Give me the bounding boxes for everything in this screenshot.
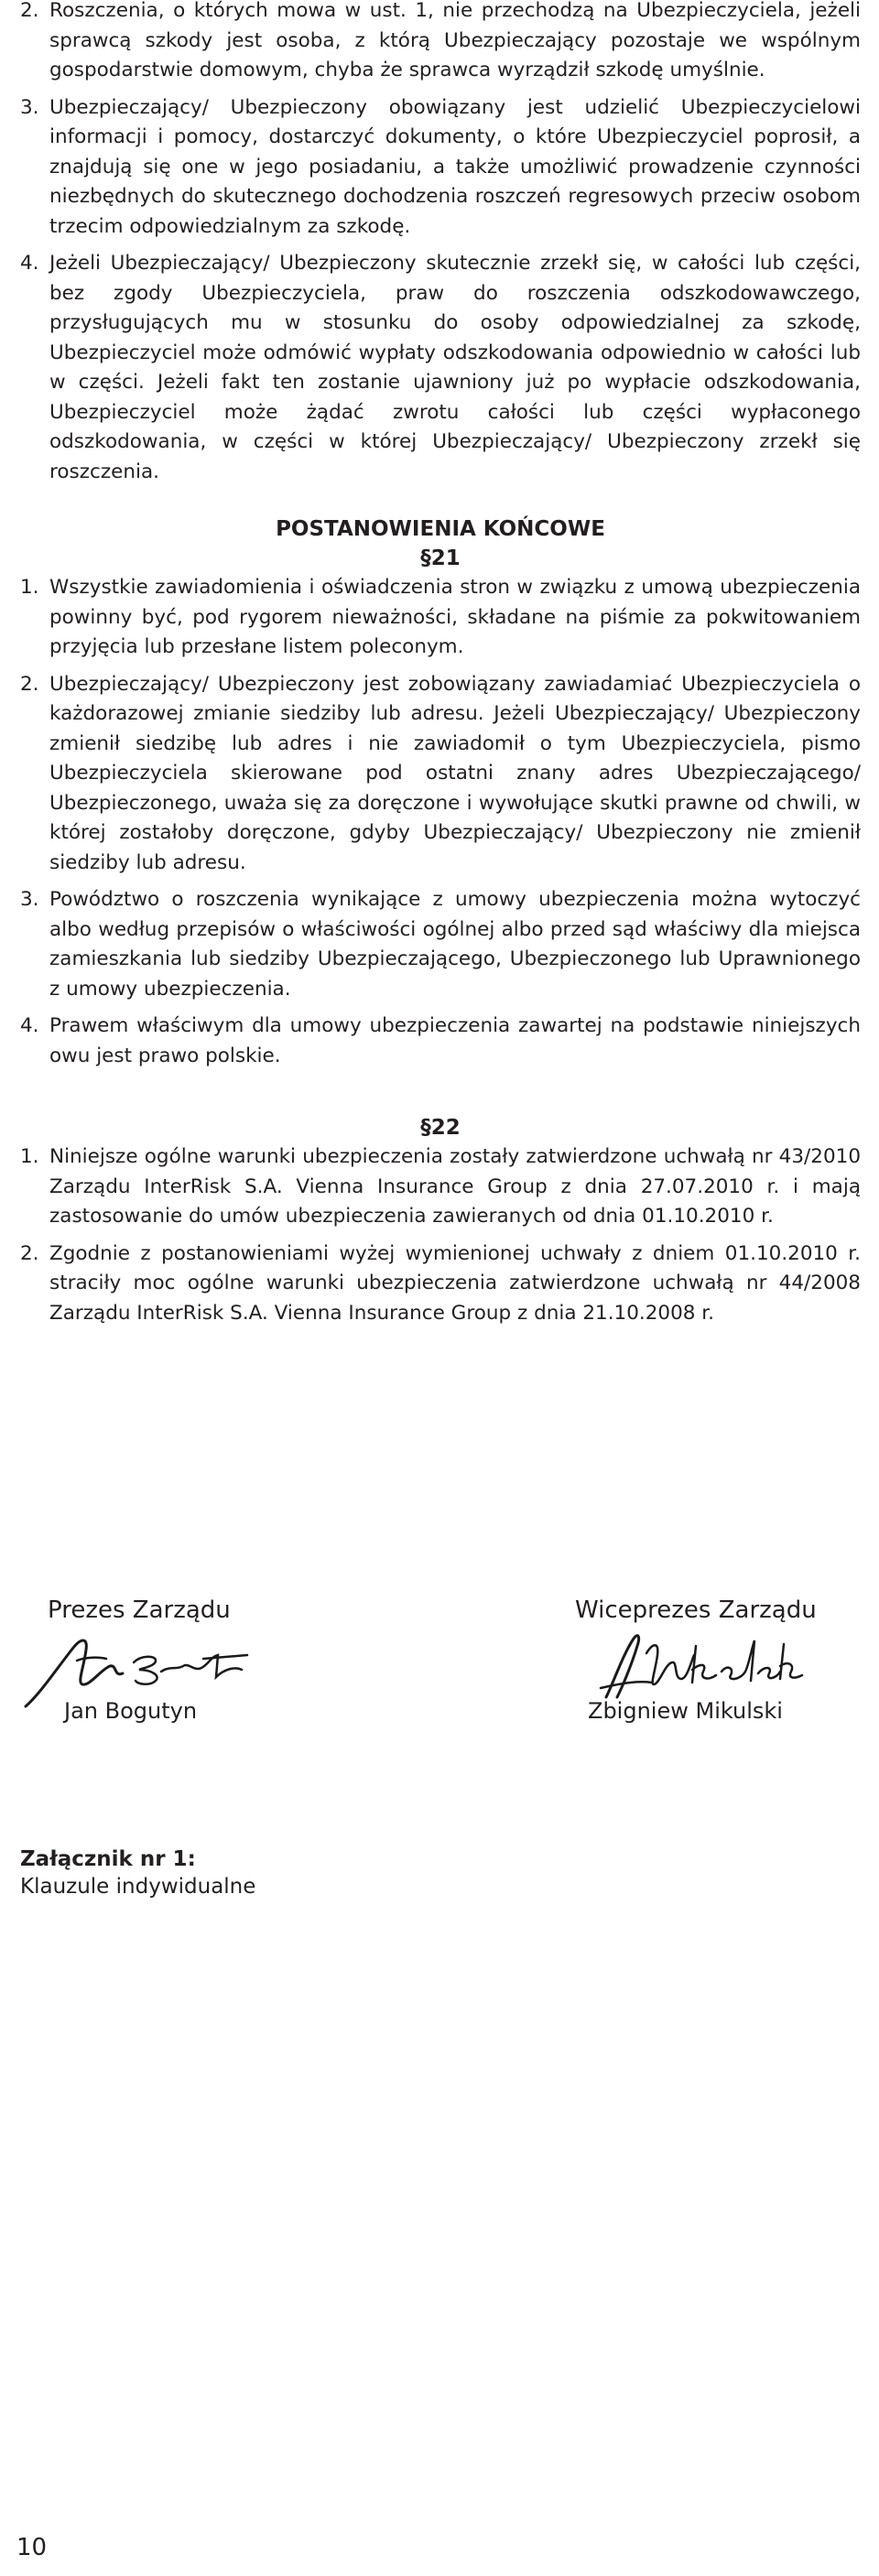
- list-item: [20, 670, 861, 879]
- list-item: [20, 1142, 861, 1232]
- item-text: Ubezpieczający/ Ubezpieczony obowiązany jest udzielić Ubezpieczycielowi informacji i pomocy, dostarczyć dokumenty, o które Ubezpieczyciel poprosił, a znajdują się one w jego posiadaniu, a także umożliwić prowadzenie czynności niezbędnych do skutecznego dochodzenia roszczeń regresowych przeciw osobom trzecim odpowiedzialnym za szkodę.: [49, 95, 861, 238]
- list-item: [20, 249, 861, 487]
- item-number: 4.: [20, 1014, 39, 1037]
- item-number: 2.: [20, 672, 39, 696]
- item-text: Powództwo o roszczenia wynikające z umowy ubezpieczenia można wytoczyć albo według przepisów o właściwości ogólnej albo przed sąd właściwy dla miejsca zamieszkania lub siedziby Ubezpieczającego, Ubezpieczonego lub Uprawnionego z umowy ubezpieczenia.: [49, 888, 861, 1001]
- list-item: [20, 0, 861, 86]
- item-text: Wszystkie zawiadomienia i oświadczenia stron w związku z umową ubezpieczenia powinny być, pod rygorem nieważności, składane na piśmie za pokwitowaniem przyjęcia lub przesłane listem poleconym.: [49, 576, 861, 658]
- signatures-block: [0, 1595, 879, 1778]
- list-item: [20, 93, 861, 243]
- item-text: Prawem właściwym dla umowy ubezpieczenia zawartej na podstawie niniejszych owu jest prawo polskie.: [49, 1014, 861, 1067]
- list-item: [20, 885, 861, 1004]
- section-heading: POSTANOWIENIA KOŃCOWE: [276, 517, 605, 541]
- item-number: 1.: [20, 1145, 39, 1168]
- item-number: 1.: [20, 576, 39, 599]
- section-number-21: §21: [420, 547, 461, 570]
- section-number-22: §22: [420, 1116, 461, 1140]
- signature-right: [575, 1595, 817, 1724]
- list-item: [20, 573, 861, 663]
- list-item: [20, 1239, 861, 1329]
- annex-subtitle: Klauzule indywidualne: [20, 1875, 256, 1899]
- item-number: 3.: [20, 888, 39, 911]
- item-text: Zgodnie z postanowieniami wyżej wymienionej uchwały z dniem 01.10.2010 r. straciły moc ogólne warunki ubezpieczenia zatwierdzone uchwałą nr 44/2008 Zarządu InterRisk S.A. Vienna Insurance Group z dnia 21.10.2008 r.: [49, 1241, 861, 1325]
- signature-left: [48, 1595, 231, 1724]
- annex-title: Załącznik nr 1:: [20, 1847, 196, 1871]
- signer-title-left: Prezes Zarządu: [48, 1596, 231, 1624]
- page-content: [20, 0, 861, 1328]
- signer-name-right: Zbigniew Mikulski: [588, 1698, 783, 1724]
- item-text: Niniejsze ogólne warunki ubezpieczenia zostały zatwierdzone uchwałą nr 43/2010 Zarządu InterRisk S.A. Vienna Insurance Group z dnia 27.07.2010 r. i mają zastosowanie do umów ubezpieczenia zawieranych od dnia 01.10.2010 r.: [49, 1145, 861, 1228]
- item-text: Ubezpieczający/ Ubezpieczony jest zobowiązany zawiadamiać Ubezpieczyciela o każdorazowej zmianie siedziby lub adresu. Jeżeli Ubezpieczający/ Ubezpieczony zmienił siedzibę lub adres i nie zawiadomił o tym Ubezpieczyciela, pismo Ubezpieczyciela skierowane pod ostatni znany adres Ubezpieczającego/ Ubezpieczonego, uważa się za doręczone i wywołujące skutki prawne od chwili, w której zostałoby doręczone, gdyby Ubezpieczający/ Ubezpieczony nie zmienił siedziby lub adresu.: [49, 672, 861, 874]
- annex-block: [20, 1845, 255, 1900]
- item-number: 2.: [20, 0, 39, 22]
- item-number: 4.: [20, 252, 39, 275]
- item-text: Jeżeli Ubezpieczający/ Ubezpieczony skutecznie zrzekł się, w całości lub części, bez zgody Ubezpieczyciela, praw do roszczenia odszkodowawczego, przysługujących mu w stosunku do osoby odpowiedzialnej za szkodę, Ubezpieczyciel może odmówić wypłaty odszkodowania odpowiednio w całości lub w części. Jeżeli fakt ten zostanie ujawniony już po wypłacie odszkodowania, Ubezpieczyciel może żądać zwrotu całości lub części wypłaconego odszkodowania, w części w której Ubezpieczający/ Ubezpieczony zrzekł się roszczenia.: [49, 252, 861, 483]
- item-text: Roszczenia, o których mowa w ust. 1, nie przechodzą na Ubezpieczyciela, jeżeli sprawcą szkody jest osoba, z którą Ubezpieczający pozostaje we wspólnym gospodarstwie domowym, chyba że sprawca wyrządził szkodę umyślnie.: [49, 0, 861, 81]
- list-item: [20, 1012, 861, 1071]
- item-number: 2.: [20, 1241, 39, 1265]
- signer-name-left: Jan Bogutyn: [64, 1698, 198, 1724]
- page-number: 10: [16, 2534, 48, 2561]
- signer-title-right: Wiceprezes Zarządu: [575, 1596, 817, 1624]
- item-number: 3.: [20, 95, 39, 119]
